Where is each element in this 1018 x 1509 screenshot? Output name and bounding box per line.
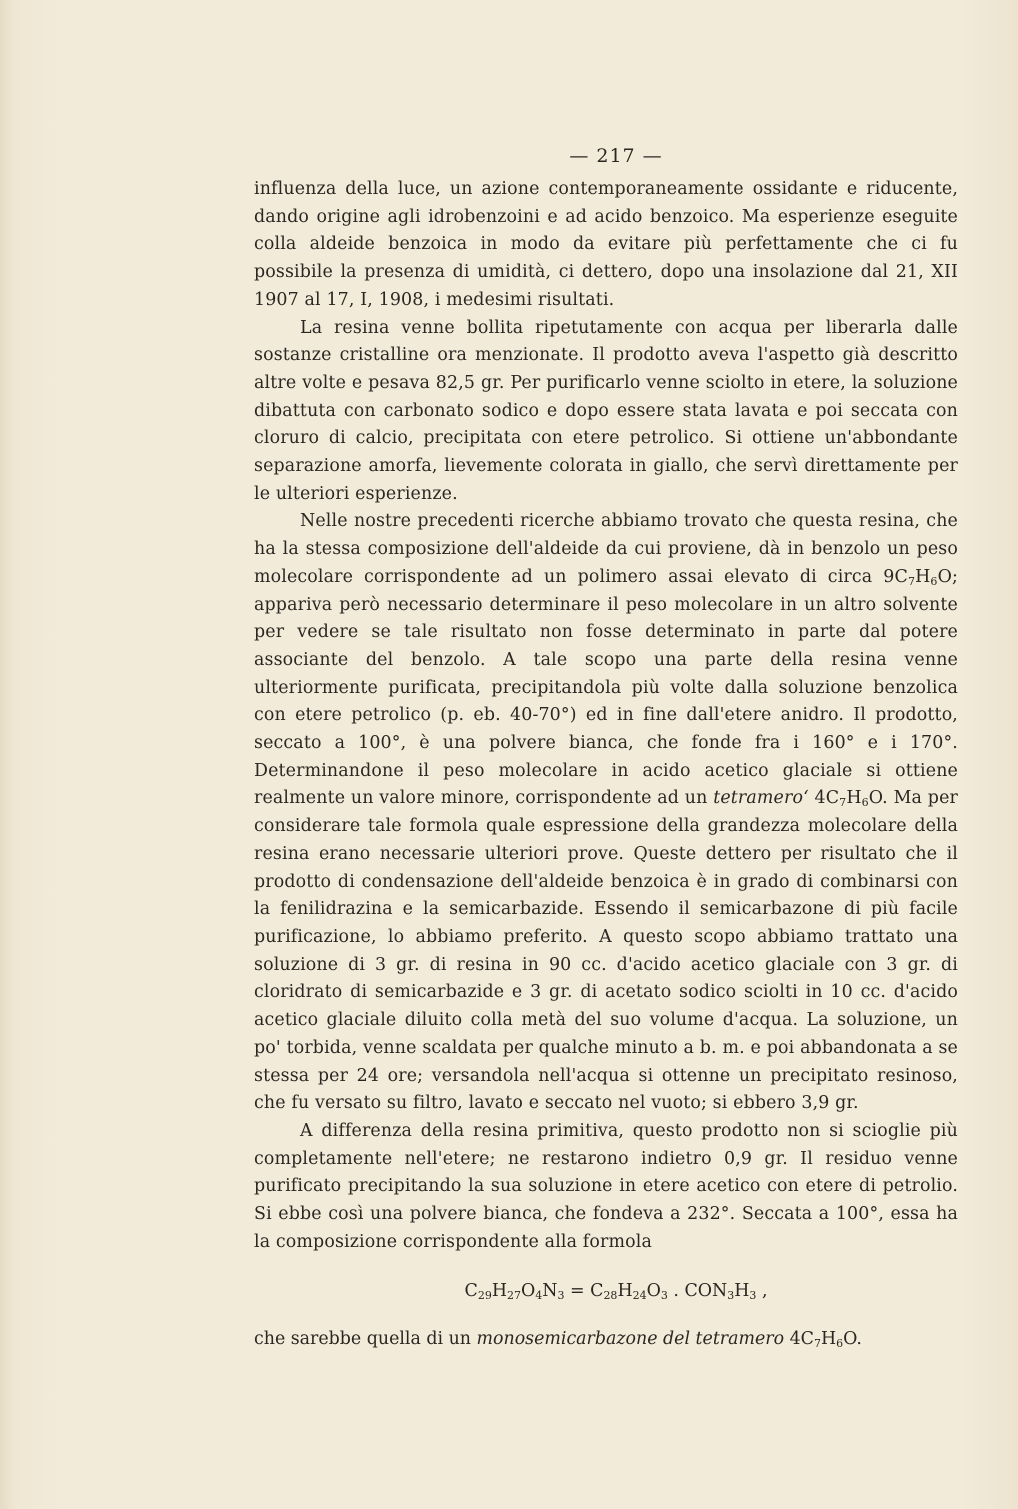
formula-part: N bbox=[542, 1281, 558, 1302]
p3-text-c: 4C bbox=[808, 788, 840, 809]
page-number: — 217 — bbox=[569, 145, 663, 167]
chemical-formula bbox=[254, 1278, 958, 1306]
final-line bbox=[254, 1326, 958, 1354]
h-letter: H bbox=[915, 566, 931, 587]
formula-part: C bbox=[590, 1281, 604, 1302]
document-body bbox=[254, 142, 958, 1354]
formula-part: H bbox=[491, 1281, 507, 1302]
p3-text-b: O; appariva però necessario determinare il peso molecolare in un altro solvente per vedere se tale risultato non fosse determinato in parte dal potere associante del benzolo. A tale scopo una parte della resina venne ulteriormente purificata, precipitandola più volte dalla soluzione benzolica con etere petrolico (p. eb. 40-70°) ed in fine dall'etere anidro. Il prodotto, seccato a 100°, è una polvere bianca, che fonde fra i 160° e i 170°. Determinandone il peso molecolare in acido acetico glaciale si ottiene realmente un valore minore, corrispondente ad un bbox=[254, 566, 958, 809]
subscript: 7 bbox=[907, 574, 916, 588]
subscript: 7 bbox=[813, 1337, 821, 1351]
final-text-b: 4C bbox=[784, 1329, 814, 1350]
formula-sub: 4 bbox=[535, 1289, 543, 1303]
final-text-a: che sarebbe quella di un bbox=[254, 1329, 477, 1350]
italic-term: tetramero‘ bbox=[713, 788, 809, 809]
final-text-c: O. bbox=[843, 1329, 862, 1350]
p3-text-a: Nelle nostre precedenti ricerche abbiamo trovato che questa resina, che ha la stessa composizione dell'aldeide da cui proviene, dà in benzolo un peso molecolare corrispondente ad un polimero assai elevato di circa 9C bbox=[254, 511, 958, 587]
subscript: 6 bbox=[930, 574, 938, 588]
formula-sub: 27 bbox=[507, 1289, 521, 1303]
italic-term: monosemicarbazone del tetramero bbox=[476, 1329, 785, 1350]
p3-text-d: O. Ma per considerare tale formola quale espressione della grandezza molecolare della resina erano necessarie ulteriori prove. Queste dettero per risultato che il prodotto di condensazione dell'aldeide benzoica è in grado di combinarsi con la fenilidrazina e la semicarbazide. Essendo il semicarbazone di più facile purificazione, lo abbiamo preferito. A questo scopo abbiamo trattato una soluzione di 3 gr. di resina in 90 cc. d'acido acetico glaciale con 3 gr. di cloridrato di semicarbazide e 3 gr. di acetato sodico sciolti in 10 cc. d'acido acetico glaciale diluito colla metà del suo volume d'acqua. La soluzione, un po' torbida, venne scaldata per qualche minuto a b. m. e poi abbandonata a se stessa per 24 ore; versandola nell'acqua si ottenne un precipitato resinoso, che fu versato su filtro, lavato e seccato nel vuoto; si ebbero 3,9 gr. bbox=[254, 788, 958, 1114]
formula-equals: = bbox=[564, 1281, 591, 1302]
subscript: 6 bbox=[861, 796, 869, 810]
formula-part: O bbox=[646, 1281, 661, 1302]
formula-sub: 3 bbox=[660, 1289, 668, 1303]
paragraph-2: La resina venne bollita ripetutamente con acqua per liberarla dalle sostanze cristalline ora menzionate. Il prodotto aveva l'aspetto già descritto altre volte e pesava 82,5 gr. Per purificarlo venne sciolto in etere, la soluzione dibattuta con carbonato sodico e dopo essere stata lavata e poi seccata con cloruro di calcio, precipitata con etere petrolico. Si ottiene un'abbondante separazione amorfa, lievemente colorata in giallo, che servì direttamente per le ulteriori esperienze. bbox=[254, 317, 958, 504]
formula-part: , bbox=[756, 1281, 768, 1302]
subscript: 7 bbox=[839, 796, 847, 810]
paragraph-4: A differenza della resina primitiva, questo prodotto non si scioglie più completamente nell'etere; ne restarono indietro 0,9 gr. Il residuo venne purificato precipitando la sua soluzione in etere acetico con etere di petrolio. Si ebbe così una polvere bianca, che fondeva a 232°. Seccata a 100°, essa ha la composizione corrispondente alla formola bbox=[254, 1120, 958, 1252]
formula-part: H bbox=[734, 1281, 750, 1302]
formula-sub: 3 bbox=[557, 1289, 565, 1303]
paragraph-1: influenza della luce, un azione contemporaneamente ossidante e riducente, dando origine agli idrobenzoini e ad acido benzoico. Ma esperienze eseguite colla aldeide benzoica in modo da evitare più perfettamente che ci fu possibile la presenza di umidità, ci dettero, dopo una insolazione dal 21, XII 1907 al 17, I, 1908, i medesimi risultati. bbox=[254, 179, 958, 310]
formula-sub: 29 bbox=[477, 1289, 492, 1303]
formula-part: . CON bbox=[667, 1281, 728, 1302]
formula-part: H bbox=[617, 1281, 633, 1302]
h-letter: H bbox=[820, 1329, 837, 1350]
formula-sub: 3 bbox=[727, 1289, 735, 1303]
h-letter: H bbox=[846, 788, 862, 809]
formula-sub: 24 bbox=[632, 1289, 647, 1303]
formula-sub: 3 bbox=[749, 1289, 757, 1303]
formula-sub: 28 bbox=[603, 1289, 618, 1303]
subscript: 6 bbox=[836, 1337, 844, 1351]
formula-part: O bbox=[521, 1281, 536, 1302]
paragraph-3 bbox=[254, 508, 958, 1117]
formula-part: C bbox=[464, 1281, 478, 1302]
